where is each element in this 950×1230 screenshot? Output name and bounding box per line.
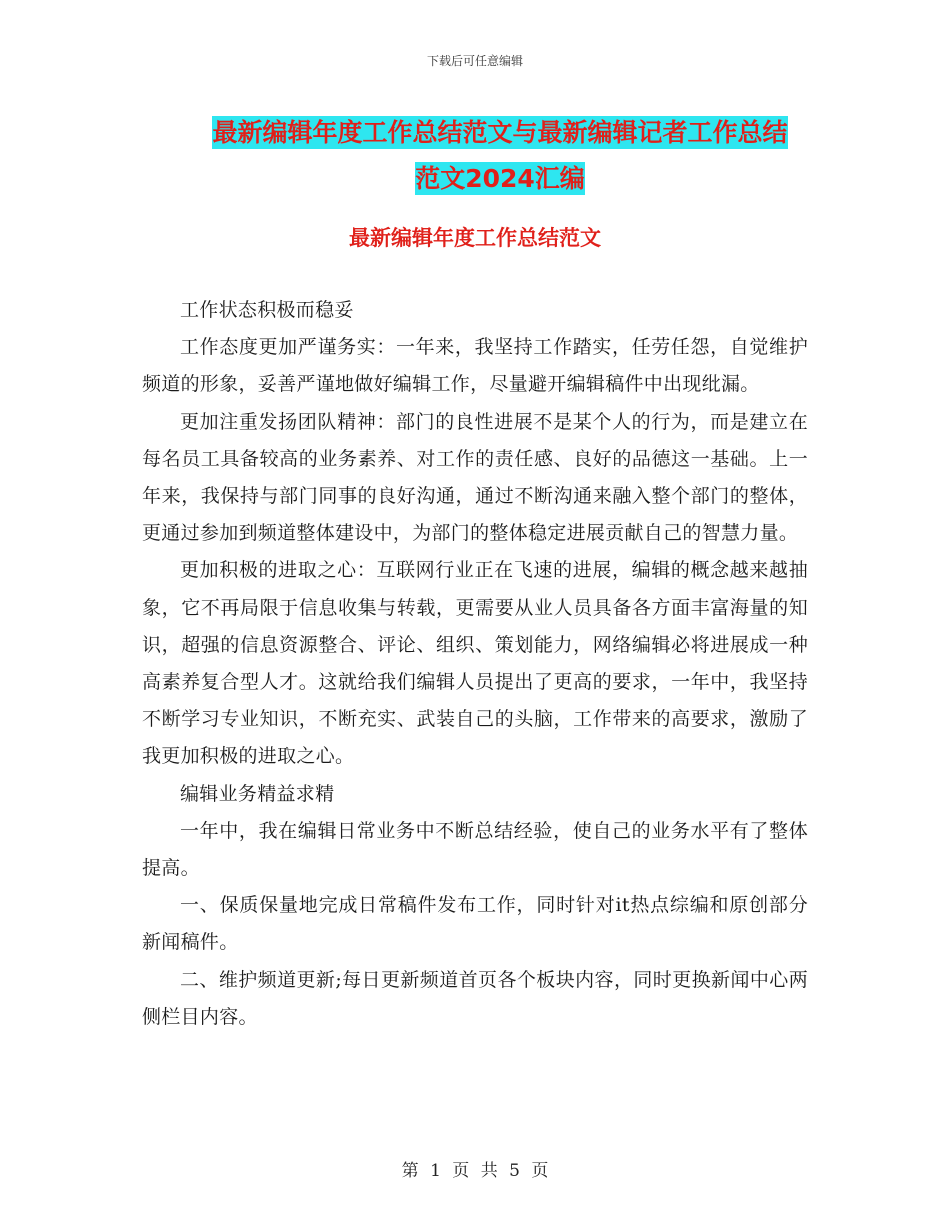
paragraph: 工作状态积极而稳妥 [180, 299, 354, 321]
page-header: 下载后可任意编辑 [426, 54, 523, 68]
paragraph: 一、保质保量地完成日常稿件发布工作，同时针对it热点综编和原创部分新闻稿件。 [142, 894, 808, 954]
paragraph: 更加积极的进取之心：互联网行业正在飞速的进展，编辑的概念越来越抽象，它不再局限于信息收集与转载，更需要从业人员具备各方面丰富海量的知识，超强的信息资源整合、评论、组织、策划能力，网络编辑必将进展成一种高素养复合型人才。这就给我们编辑人员提出了更高的要求，一年中，我坚持不断学习专业知识，不断充实、武装自己的头脑，工作带来的高要求，激励了我更加积极的进取之心。 [142, 559, 808, 768]
document-body [142, 292, 808, 1036]
paragraph: 工作态度更加严谨务实：一年来，我坚持工作踏实，任劳任怨，自觉维护频道的形象，妥善严谨地做好编辑工作，尽量避开编辑稿件中出现纰漏。 [142, 336, 808, 396]
section-title: 最新编辑年度工作总结范文 [349, 226, 601, 250]
document-title-line-2: 范文2024汇编 [415, 164, 585, 193]
paragraph: 一年中，我在编辑日常业务中不断总结经验，使自己的业务水平有了整体提高。 [142, 819, 808, 880]
paragraph: 编辑业务精益求精 [180, 782, 335, 805]
page-number-footer: 第 1 页 共 5 页 [401, 1161, 549, 1181]
paragraph: 更加注重发扬团队精神：部门的良性进展不是某个人的行为，而是建立在每名员工具备较高的业务素养、对工作的责任感、良好的品德这一基础。上一年来，我保持与部门同事的良好沟通，通过不断沟通来融入整个部门的整体，更通过参加到频道整体建设中，为部门的整体稳定进展贡献自己的智慧力量。 [142, 410, 808, 545]
document-title [190, 110, 810, 202]
document-title-line-1: 最新编辑年度工作总结范文与最新编辑记者工作总结 [212, 118, 788, 147]
paragraph: 二、维护频道更新;每日更新频道首页各个板块内容，同时更换新闻中心两侧栏目内容。 [142, 968, 808, 1028]
